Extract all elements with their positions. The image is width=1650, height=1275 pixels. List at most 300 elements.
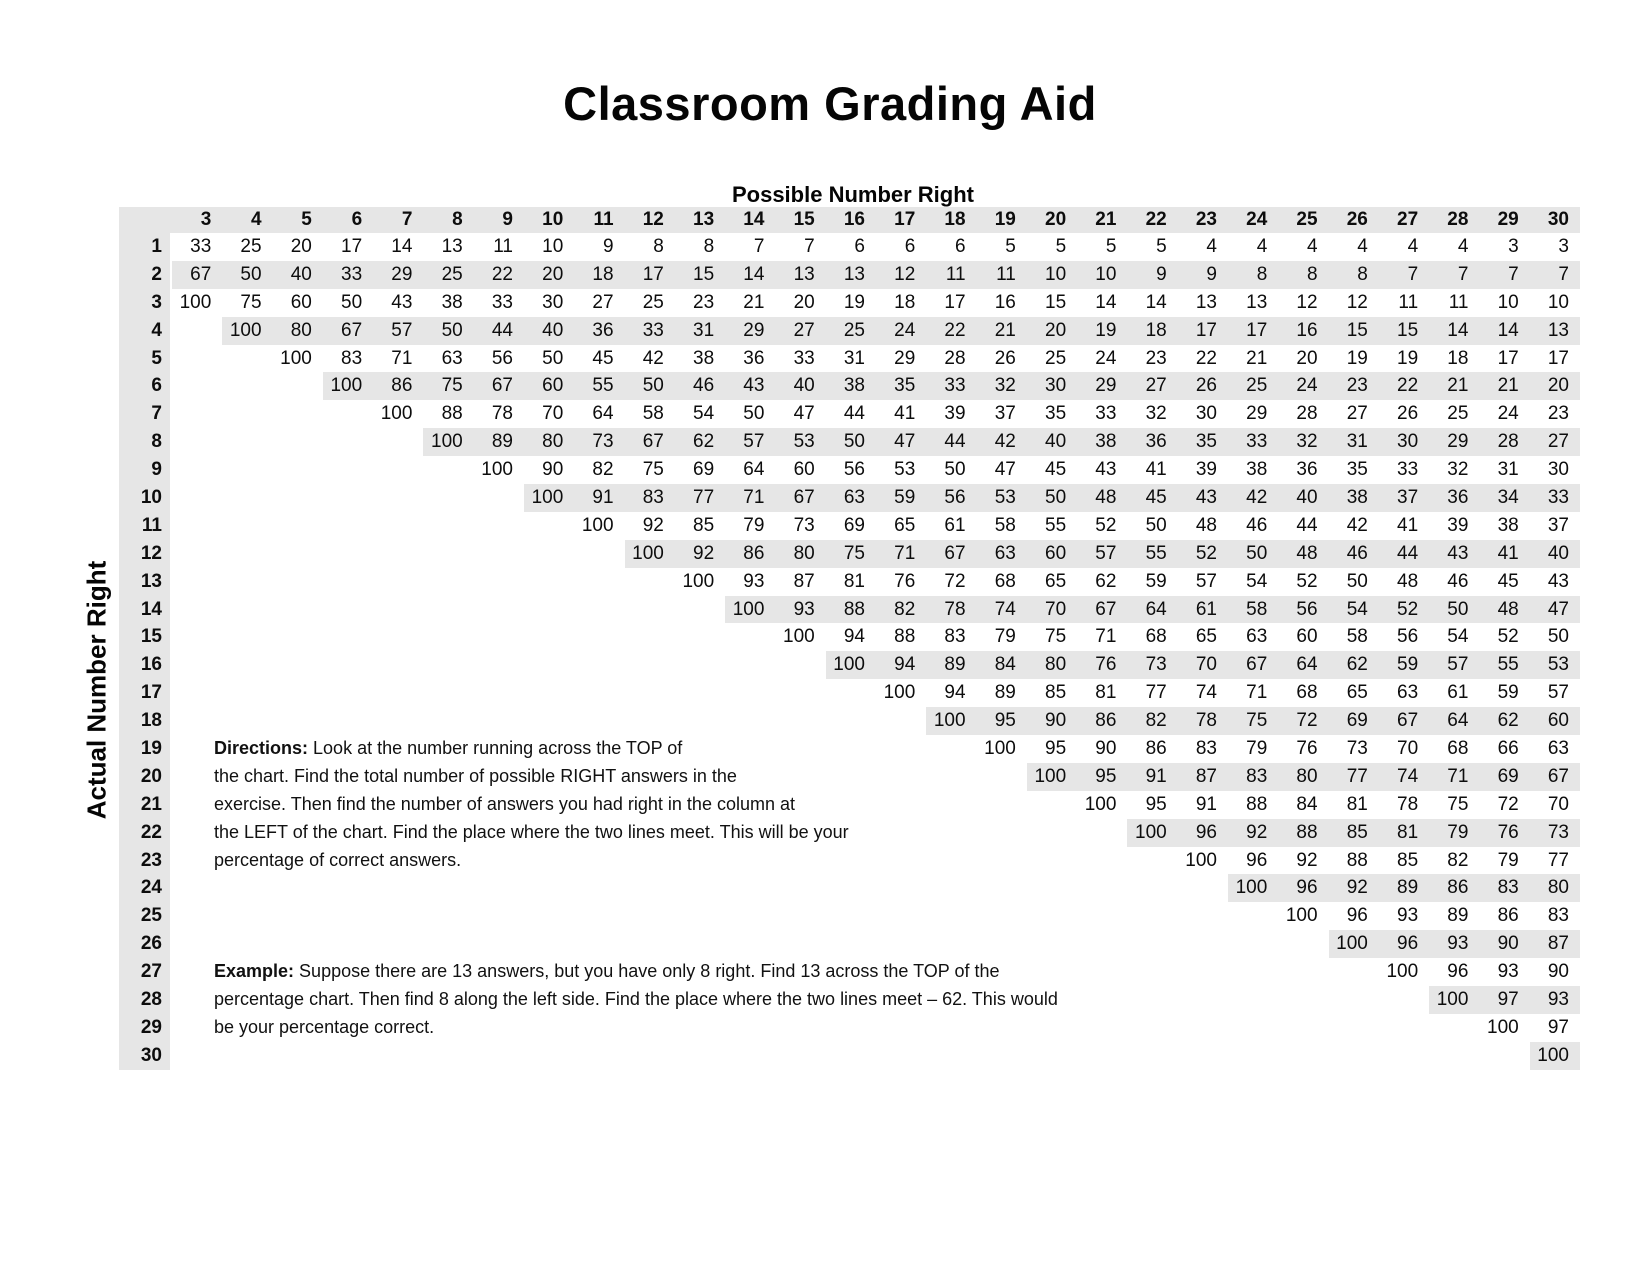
grade-cell: 40 [273, 261, 323, 289]
grade-cell: 41 [894, 403, 916, 425]
grade-cell: 93 [775, 596, 825, 624]
grade-cell: 46 [1329, 540, 1379, 568]
col-header: 13 [675, 207, 725, 233]
grade-cell: 31 [1497, 459, 1519, 481]
grade-cell: 89 [474, 428, 524, 456]
blank-cell [423, 456, 473, 484]
blank-cell [675, 679, 725, 707]
grade-cell: 38 [693, 347, 715, 369]
grade-cell: 28 [1296, 403, 1318, 425]
blank-cell [775, 874, 825, 902]
grade-cell: 48 [1397, 570, 1419, 592]
grade-cell: 11 [493, 236, 513, 257]
grade-cell: 21 [1479, 372, 1529, 400]
grade-cell: 18 [894, 291, 916, 313]
blank-cell [977, 791, 1027, 819]
grade-cell: 70 [1397, 738, 1419, 760]
grade-cell: 64 [1127, 596, 1177, 624]
grade-cell: 86 [1077, 707, 1127, 735]
grade-cell: 13 [826, 261, 876, 289]
grade-cell: 71 [1429, 763, 1479, 791]
grade-cell: 32 [977, 372, 1027, 400]
grade-cell: 42 [1228, 484, 1278, 512]
grade-cell: 10 [1077, 261, 1127, 289]
grade-cell: 39 [1195, 459, 1217, 481]
grade-cell: 85 [693, 514, 715, 536]
col-header: 16 [826, 207, 876, 233]
grade-cell: 25 [1045, 347, 1067, 369]
grade-cell: 6 [954, 236, 966, 257]
grade-cell: 47 [994, 459, 1016, 481]
directions-line-1 [214, 735, 849, 763]
grade-cell: 41 [1479, 540, 1529, 568]
blank-cell [1178, 902, 1228, 930]
grade-cell: 55 [1045, 514, 1067, 536]
grade-cell: 57 [1195, 570, 1217, 592]
grade-cell: 62 [1479, 707, 1529, 735]
grade-cell: 17 [1497, 347, 1519, 369]
grade-cell: 70 [1547, 793, 1569, 815]
blank-cell [474, 930, 524, 958]
directions-text [214, 735, 849, 875]
grade-cell: 100 [481, 459, 513, 481]
blank-cell [222, 345, 272, 373]
col-header: 5 [273, 207, 323, 233]
blank-cell [1027, 819, 1077, 847]
blank-cell [423, 540, 473, 568]
row-header: 1 [119, 233, 172, 261]
grade-cell: 46 [675, 372, 725, 400]
blank-cell [876, 1042, 926, 1070]
grade-cell: 50 [1429, 596, 1479, 624]
grade-cell: 10 [1027, 261, 1077, 289]
blank-cell [775, 707, 825, 735]
grade-cell: 44 [1379, 540, 1429, 568]
grade-cell: 100 [280, 347, 312, 369]
grade-cell: 52 [1178, 540, 1228, 568]
row-header: 9 [119, 456, 172, 484]
grade-cell: 53 [977, 484, 1027, 512]
grade-cell: 33 [1397, 459, 1419, 481]
blank-cell [826, 930, 876, 958]
grade-cell: 94 [944, 682, 966, 704]
grade-cell: 56 [1278, 596, 1328, 624]
grade-cell: 24 [876, 317, 926, 345]
grade-cell: 64 [592, 403, 614, 425]
row-header: 2 [119, 261, 172, 289]
grade-cell: 100 [725, 596, 775, 624]
blank-cell [373, 484, 423, 512]
blank-cell [172, 400, 222, 428]
blank-cell [625, 707, 675, 735]
grade-cell: 81 [1095, 682, 1117, 704]
blank-cell [172, 317, 222, 345]
grade-cell: 100 [826, 651, 876, 679]
blank-cell [273, 1042, 323, 1070]
blank-cell [423, 679, 473, 707]
blank-cell [574, 623, 624, 651]
blank-cell [574, 874, 624, 902]
blank-cell [1178, 1014, 1228, 1042]
grade-cell: 59 [1145, 570, 1167, 592]
blank-cell [926, 902, 976, 930]
row-header: 18 [119, 707, 172, 735]
blank-cell [172, 679, 222, 707]
blank-cell [323, 568, 373, 596]
grade-cell: 70 [542, 403, 564, 425]
grade-cell: 85 [1329, 819, 1379, 847]
blank-cell [524, 623, 574, 651]
grade-cell: 95 [1145, 793, 1167, 815]
grade-cell: 31 [843, 347, 865, 369]
grade-cell: 75 [1228, 707, 1278, 735]
blank-cell [222, 568, 272, 596]
grade-cell: 13 [441, 236, 463, 257]
grade-cell: 29 [1429, 428, 1479, 456]
grade-cell: 75 [826, 540, 876, 568]
blank-cell [574, 679, 624, 707]
grade-cell: 22 [926, 317, 976, 345]
grade-cell: 97 [1479, 986, 1529, 1014]
blank-cell [474, 651, 524, 679]
blank-cell [977, 763, 1027, 791]
blank-cell [1278, 1042, 1328, 1070]
grade-cell: 15 [1045, 291, 1067, 313]
blank-cell [1379, 1014, 1429, 1042]
grade-cell: 60 [1296, 626, 1318, 648]
grade-cell: 79 [743, 514, 765, 536]
grade-cell: 91 [1195, 793, 1217, 815]
blank-cell [725, 651, 775, 679]
grade-cell: 52 [1379, 596, 1429, 624]
grade-cell: 61 [1178, 596, 1228, 624]
grade-cell: 56 [843, 459, 865, 481]
grade-cell: 91 [574, 484, 624, 512]
grade-cell: 37 [1379, 484, 1429, 512]
grade-cell: 43 [1429, 540, 1479, 568]
blank-cell [926, 763, 976, 791]
grade-cell: 4 [1206, 236, 1217, 257]
grade-cell: 72 [1497, 793, 1519, 815]
grade-cell: 30 [1195, 403, 1217, 425]
grade-cell: 66 [1497, 738, 1519, 760]
blank-cell [977, 902, 1027, 930]
grade-cell: 25 [240, 236, 262, 257]
grade-cell: 94 [876, 651, 926, 679]
blank-cell [926, 1042, 976, 1070]
col-header: 18 [926, 207, 976, 233]
grade-cell: 61 [944, 514, 966, 536]
blank-cell [1278, 986, 1328, 1014]
blank-cell [1379, 986, 1429, 1014]
blank-cell [222, 512, 272, 540]
grade-cell: 21 [977, 317, 1027, 345]
grade-cell: 16 [1278, 317, 1328, 345]
blank-cell [172, 1042, 222, 1070]
blank-cell [625, 874, 675, 902]
grade-cell: 26 [1397, 403, 1419, 425]
blank-cell [826, 1042, 876, 1070]
blank-cell [1077, 1042, 1127, 1070]
blank-cell [373, 512, 423, 540]
blank-cell [323, 1042, 373, 1070]
grade-cell: 90 [1547, 961, 1569, 983]
grade-cell: 63 [441, 347, 463, 369]
grade-cell: 79 [1246, 738, 1268, 760]
grade-cell: 92 [675, 540, 725, 568]
grade-cell: 33 [926, 372, 976, 400]
grade-cell: 67 [1077, 596, 1127, 624]
blank-cell [172, 372, 222, 400]
blank-cell [1077, 958, 1127, 986]
grade-cell: 42 [977, 428, 1027, 456]
grade-cell: 43 [1095, 459, 1117, 481]
row-header: 16 [119, 651, 172, 679]
grade-cell: 63 [977, 540, 1027, 568]
grade-cell: 5 [1055, 236, 1067, 257]
blank-cell [222, 707, 272, 735]
blank-cell [876, 847, 926, 875]
blank-cell [926, 874, 976, 902]
grade-cell: 18 [1447, 347, 1469, 369]
blank-cell [574, 568, 624, 596]
blank-cell [1228, 1042, 1278, 1070]
grade-cell: 14 [1429, 317, 1479, 345]
grade-cell: 19 [1077, 317, 1127, 345]
grade-cell: 10 [542, 236, 564, 257]
directions-line-4: the LEFT of the chart. Find the place where the two lines meet. This will be your [214, 821, 849, 842]
grade-cell: 57 [1077, 540, 1127, 568]
grade-cell: 20 [290, 236, 312, 257]
grade-cell: 24 [1497, 403, 1519, 425]
grade-cell: 38 [1497, 514, 1519, 536]
grade-cell: 7 [1530, 261, 1580, 289]
grade-cell: 100 [423, 428, 473, 456]
grade-cell: 4 [1306, 236, 1318, 257]
blank-cell [373, 1042, 423, 1070]
grade-cell: 83 [341, 347, 363, 369]
grade-cell: 42 [1346, 514, 1368, 536]
blank-cell [524, 902, 574, 930]
blank-cell [273, 596, 323, 624]
blank-cell [423, 902, 473, 930]
grade-cell: 96 [1178, 819, 1228, 847]
grade-cell: 11 [926, 261, 976, 289]
row-header: 14 [119, 596, 172, 624]
grade-cell: 26 [1178, 372, 1228, 400]
blank-cell [625, 1042, 675, 1070]
grade-cell: 89 [1379, 874, 1429, 902]
grade-cell: 36 [1296, 459, 1318, 481]
blank-cell [474, 484, 524, 512]
row-header: 23 [119, 847, 172, 875]
rows-axis-title: Actual Number Right [81, 560, 112, 820]
grade-cell: 89 [1447, 905, 1469, 927]
grade-cell: 6 [904, 236, 916, 257]
blank-cell [1278, 930, 1328, 958]
grade-cell: 78 [1178, 707, 1228, 735]
blank-cell [524, 512, 574, 540]
grade-cell: 53 [894, 459, 916, 481]
row-header: 27 [119, 958, 172, 986]
grade-cell: 29 [725, 317, 775, 345]
grade-cell: 16 [994, 291, 1016, 313]
blank-cell [675, 874, 725, 902]
grade-cell: 36 [743, 347, 765, 369]
grade-cell: 48 [1278, 540, 1328, 568]
grade-cell: 9 [602, 236, 614, 257]
grade-cell: 36 [1429, 484, 1479, 512]
blank-cell [1027, 902, 1077, 930]
grade-cell: 20 [524, 261, 574, 289]
grade-cell: 65 [1346, 682, 1368, 704]
blank-cell [1379, 1042, 1429, 1070]
grade-cell: 15 [1329, 317, 1379, 345]
grade-cell: 18 [574, 261, 624, 289]
blank-cell [876, 763, 926, 791]
grade-cell: 69 [693, 459, 715, 481]
blank-cell [775, 1042, 825, 1070]
grade-cell: 73 [1127, 651, 1177, 679]
blank-cell [273, 568, 323, 596]
grade-cell: 36 [1127, 428, 1177, 456]
grade-cell: 36 [574, 317, 624, 345]
grade-cell: 75 [423, 372, 473, 400]
col-header: 30 [1530, 207, 1580, 233]
col-header: 9 [474, 207, 524, 233]
grade-cell: 71 [876, 540, 926, 568]
col-header: 28 [1429, 207, 1479, 233]
grade-cell: 50 [1145, 514, 1167, 536]
blank-cell [524, 930, 574, 958]
grade-cell: 13 [1195, 291, 1217, 313]
blank-cell [675, 1042, 725, 1070]
grade-cell: 19 [843, 291, 865, 313]
grade-cell: 10 [1497, 291, 1519, 313]
col-header: 20 [1027, 207, 1077, 233]
blank-cell [1228, 958, 1278, 986]
grade-cell: 73 [793, 514, 815, 536]
example-text [214, 958, 1058, 1042]
grade-cell: 42 [642, 347, 664, 369]
blank-cell [876, 707, 926, 735]
grade-cell: 6 [854, 236, 865, 257]
blank-cell [423, 596, 473, 624]
grade-cell: 85 [1397, 849, 1419, 871]
blank-cell [273, 874, 323, 902]
grade-cell: 73 [1346, 738, 1368, 760]
row-header: 15 [119, 623, 172, 651]
grade-cell: 79 [994, 626, 1016, 648]
directions-label: Directions: [214, 738, 309, 758]
example-line-3: be your percentage correct. [214, 1016, 435, 1037]
blank-cell [323, 679, 373, 707]
grade-cell: 44 [843, 403, 865, 425]
grade-cell: 100 [179, 291, 212, 313]
grade-cell: 84 [1296, 793, 1318, 815]
grade-cell: 47 [876, 428, 926, 456]
grade-cell: 79 [1429, 819, 1479, 847]
grade-cell: 38 [826, 372, 876, 400]
grade-cell: 38 [441, 291, 463, 313]
grade-cell: 8 [653, 236, 664, 257]
grade-cell: 62 [1329, 651, 1379, 679]
grade-cell: 35 [1178, 428, 1228, 456]
grade-cell: 62 [1095, 570, 1117, 592]
grade-cell: 11 [1448, 291, 1469, 313]
grade-cell: 25 [423, 261, 473, 289]
grade-cell: 100 [783, 626, 815, 648]
col-header: 29 [1479, 207, 1529, 233]
row-header: 25 [119, 902, 172, 930]
grade-cell: 100 [984, 738, 1016, 760]
grade-cell: 96 [1346, 905, 1368, 927]
grade-cell: 90 [1095, 738, 1117, 760]
grade-cell: 24 [1095, 347, 1117, 369]
grade-cell: 81 [843, 570, 865, 592]
grade-cell: 80 [1278, 763, 1328, 791]
blank-cell [1077, 1014, 1127, 1042]
grade-cell: 71 [1246, 682, 1268, 704]
blank-cell [273, 902, 323, 930]
grade-cell: 88 [1246, 793, 1268, 815]
blank-cell [1027, 930, 1077, 958]
grade-cell: 48 [1195, 514, 1217, 536]
grade-cell: 35 [1045, 403, 1067, 425]
grade-cell: 12 [1346, 291, 1368, 313]
grade-cell: 100 [1285, 905, 1318, 927]
grade-cell: 12 [876, 261, 926, 289]
grade-cell: 65 [1045, 570, 1067, 592]
grade-cell: 68 [1296, 682, 1318, 704]
grade-cell: 83 [625, 484, 675, 512]
blank-cell [172, 651, 222, 679]
grade-cell: 72 [1278, 707, 1328, 735]
grade-cell: 23 [693, 291, 715, 313]
blank-cell [977, 874, 1027, 902]
page-title: Classroom Grading Aid [563, 77, 1097, 130]
blank-cell [574, 540, 624, 568]
blank-cell [1429, 1014, 1479, 1042]
grade-cell: 8 [1228, 261, 1278, 289]
grade-cell: 83 [1547, 905, 1569, 927]
grade-cell: 82 [592, 459, 614, 481]
grade-cell: 64 [1429, 707, 1479, 735]
row-header: 29 [119, 1014, 172, 1042]
grade-cell: 50 [341, 291, 363, 313]
blank-cell [172, 428, 222, 456]
blank-cell [323, 651, 373, 679]
grade-cell: 29 [894, 347, 916, 369]
grade-cell: 39 [1447, 514, 1469, 536]
blank-cell [172, 874, 222, 902]
blank-cell [273, 540, 323, 568]
col-header: 15 [775, 207, 825, 233]
grade-cell: 82 [1127, 707, 1177, 735]
grade-cell: 77 [1547, 849, 1569, 871]
grade-cell: 64 [1278, 651, 1328, 679]
grade-cell: 80 [1027, 651, 1077, 679]
grade-cell: 13 [1530, 317, 1580, 345]
grade-cell: 4 [1407, 236, 1419, 257]
blank-cell [1077, 902, 1127, 930]
grade-cell: 23 [1329, 372, 1379, 400]
blank-cell [574, 651, 624, 679]
grade-cell: 44 [926, 428, 976, 456]
grade-cell: 69 [1479, 763, 1529, 791]
grade-cell: 50 [1346, 570, 1368, 592]
grade-cell: 65 [1195, 626, 1217, 648]
